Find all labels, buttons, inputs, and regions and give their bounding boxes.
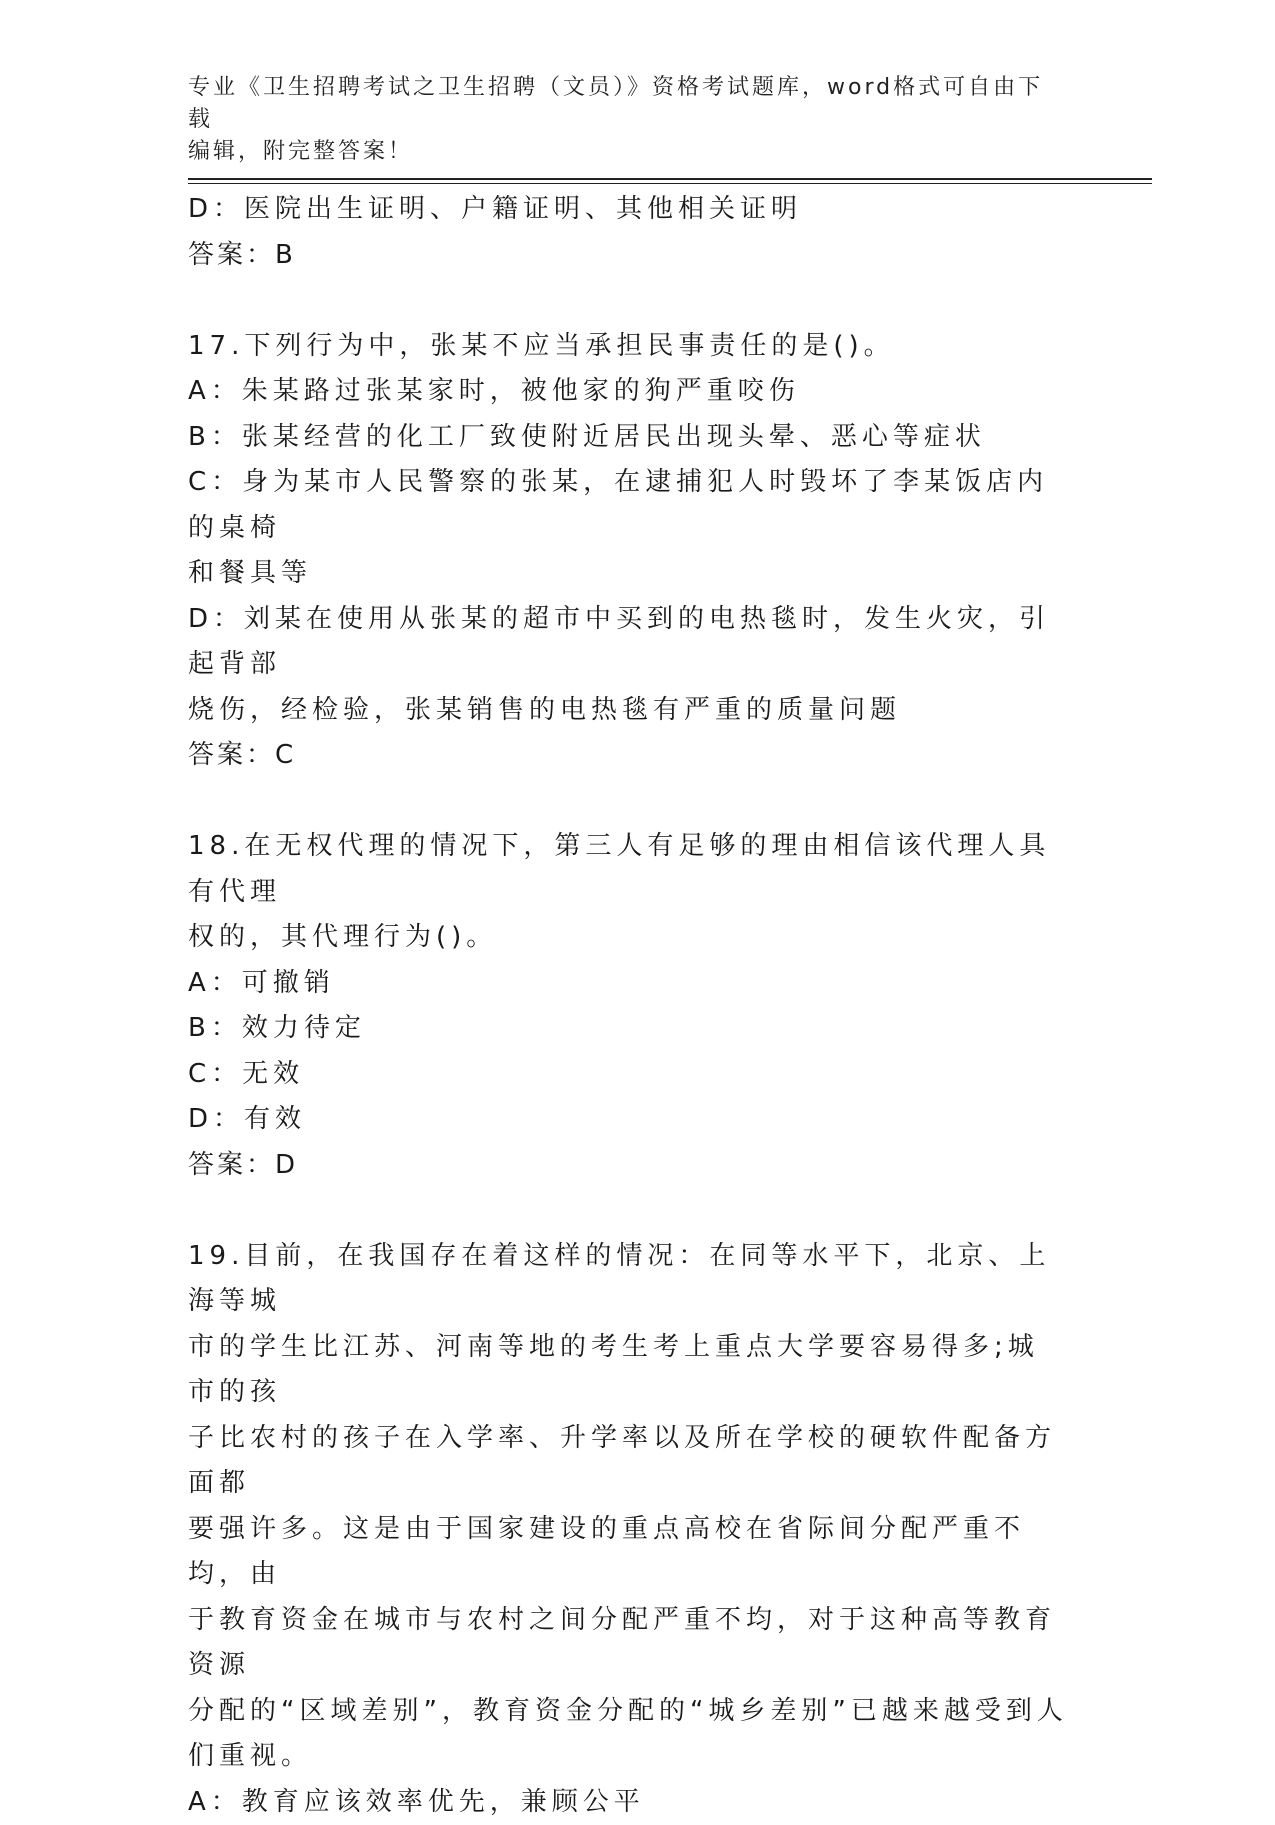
option-a: A：朱某路过张某家时，被他家的狗严重咬伤 — [188, 369, 1068, 415]
question-stem-cont: 们重视。 — [188, 1734, 1068, 1780]
option-a: A：可撤销 — [188, 961, 1068, 1007]
option-d: D：刘某在使用从张某的超市中买到的电热毯时，发生火灾，引起背部 — [188, 597, 1068, 688]
document-header — [188, 72, 1068, 168]
header-line: 编辑，附完整答案！ — [188, 136, 1068, 168]
answer-line: 答案：D — [188, 1143, 1068, 1189]
option-a: A：教育应该效率优先，兼顾公平 — [188, 1780, 1068, 1825]
question-stem: 18.在无权代理的情况下，第三人有足够的理由相信该代理人具有代理 — [188, 824, 1068, 915]
spacer — [188, 278, 1068, 324]
option-d: D：医院出生证明、户籍证明、其他相关证明 — [188, 187, 1068, 233]
option-c-cont: 和餐具等 — [188, 551, 1068, 597]
answer-line: 答案：C — [188, 733, 1068, 779]
question-content — [188, 187, 1068, 1825]
option-b: B：效力待定 — [188, 1006, 1068, 1052]
answer-line: 答案：B — [188, 233, 1068, 279]
option-b: B：张某经营的化工厂致使附近居民出现头晕、恶心等症状 — [188, 415, 1068, 461]
option-d-cont: 烧伤，经检验，张某销售的电热毯有严重的质量问题 — [188, 688, 1068, 734]
question-stem-cont: 子比农村的孩子在入学率、升学率以及所在学校的硬软件配备方面都 — [188, 1416, 1068, 1507]
spacer — [188, 779, 1068, 825]
option-c: C：身为某市人民警察的张某，在逮捕犯人时毁坏了李某饭店内的桌椅 — [188, 460, 1068, 551]
header-line: 专业《卫生招聘考试之卫生招聘（文员）》资格考试题库，word格式可自由下载 — [188, 72, 1068, 136]
question-stem: 17.下列行为中，张某不应当承担民事责任的是()。 — [188, 324, 1068, 370]
question-stem-cont: 市的学生比江苏、河南等地的考生考上重点大学要容易得多;城市的孩 — [188, 1325, 1068, 1416]
option-c: C：无效 — [188, 1052, 1068, 1098]
header-divider-thin — [188, 183, 1152, 184]
question-stem-cont: 于教育资金在城市与农村之间分配严重不均，对于这种高等教育资源 — [188, 1598, 1068, 1689]
question-stem-cont: 要强许多。这是由于国家建设的重点高校在省际间分配严重不均，由 — [188, 1507, 1068, 1598]
question-stem-cont: 分配的“区域差别”，教育资金分配的“城乡差别”已越来越受到人 — [188, 1689, 1068, 1735]
question-stem-cont: 权的，其代理行为()。 — [188, 915, 1068, 961]
question-stem: 19.目前，在我国存在着这样的情况：在同等水平下，北京、上海等城 — [188, 1234, 1068, 1325]
spacer — [188, 1188, 1068, 1234]
option-d: D：有效 — [188, 1097, 1068, 1143]
header-divider — [188, 178, 1152, 180]
